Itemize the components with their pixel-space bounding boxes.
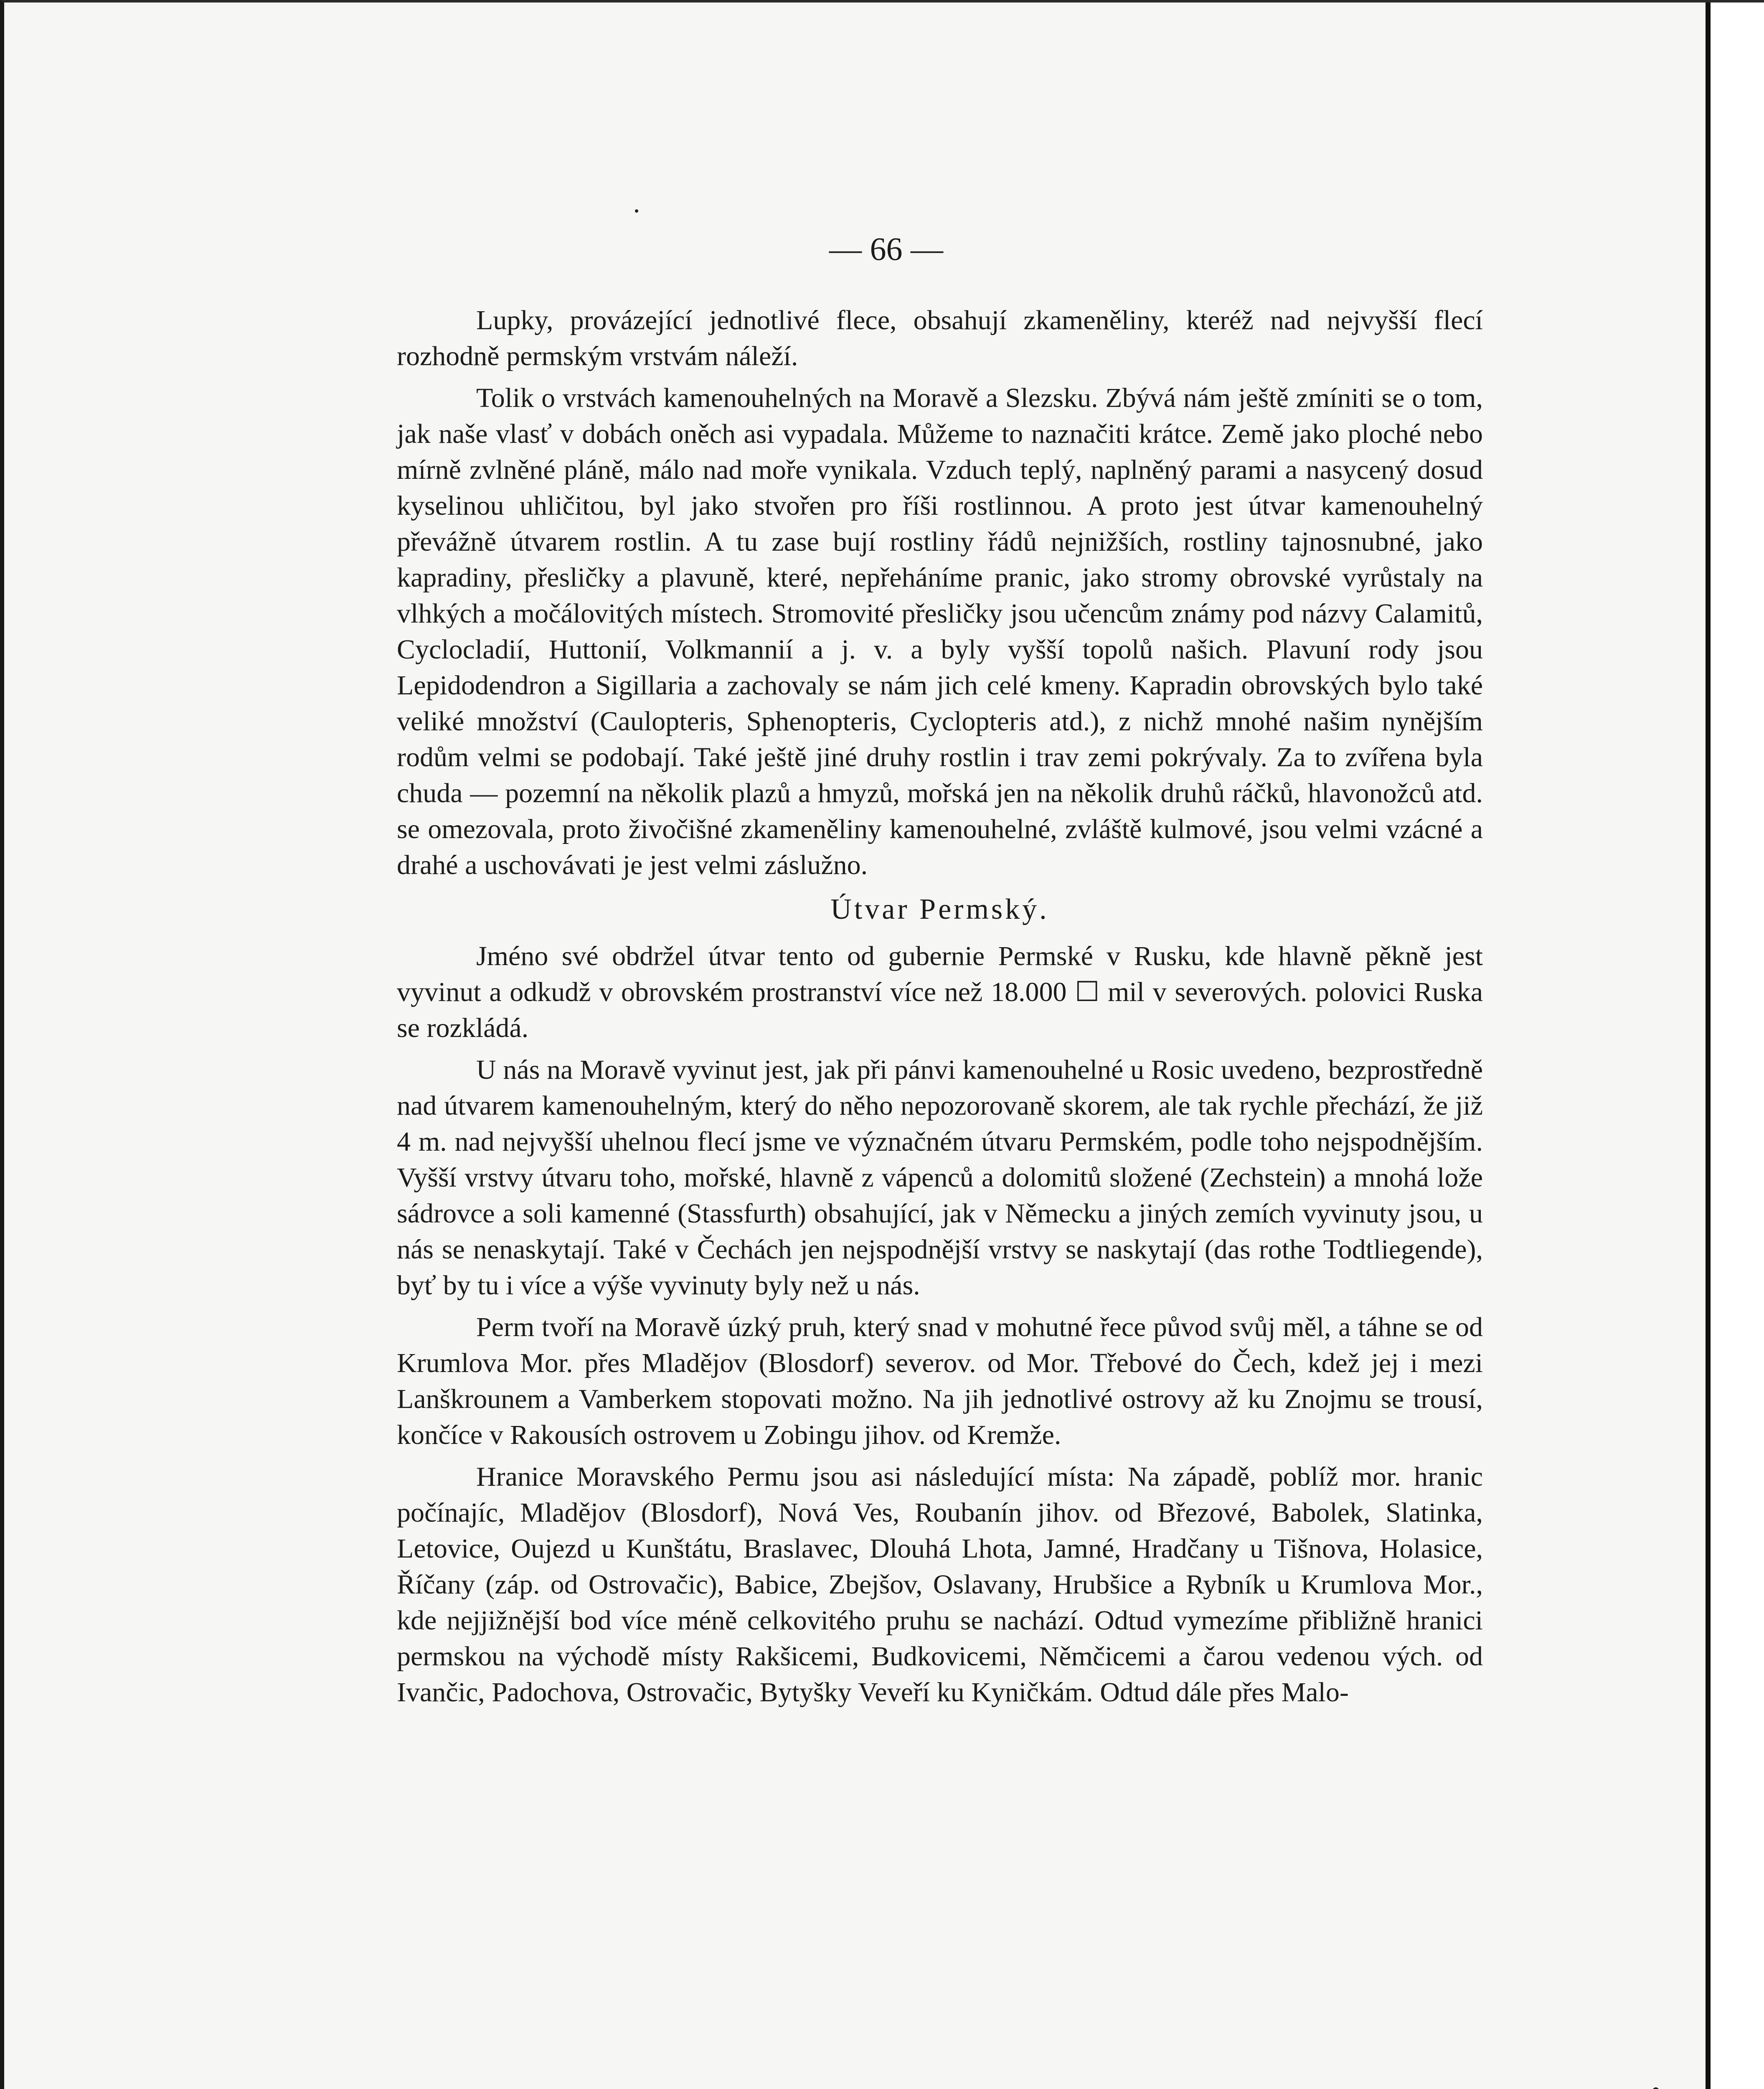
page-number: — 66 — [829, 231, 943, 267]
paragraph-1: Lupky, provázející jednotlivé flece, obsahují zkameněliny, kteréž nad nejvyšší flecí rozhodně permským vrstvám náleží. [397, 305, 1483, 371]
section-heading: Útvar Permský. [830, 893, 1049, 925]
scan-speck [1652, 2087, 1660, 2089]
paragraph-4: U nás na Moravě vyvinut jest, jak při pánvi kamenouhelné u Rosic uvedeno, bezprostředně nad útvarem kamenouhelným, který do něho nepozorovaně skorem, ale tak rychle přechází, že již 4 m. nad nejvyšší uhelnou flecí jsme ve význačném útvaru Permském, podle toho nejspodnějším. Vyšší vrstvy útvaru toho, mořské, hlavně z vápenců a dolomitů složené (Zechstein) a mnohá lože sádrovce a soli kamenné (Stassfurth) obsahující, jak v Německu a jiných zemích vyvinuty jsou, u nás se nenaskytají. Také v Čechách jen nejspodnější vrstvy se naskytají (das rothe Todtliegende), byť by tu i více a výše vyvinuty byly než u nás. [397, 1055, 1483, 1301]
scan-right-edge [1706, 3, 1764, 2089]
paragraph-5: Perm tvoří na Moravě úzký pruh, který snad v mohutné řece původ svůj měl, a táhne se od Krumlova Mor. přes Mladějov (Blosdorf) severov. od Mor. Třebové do Čech, kdež jej i mezi Lanškrounem a Vamberkem stopovati možno. Na jih jednotlivé ostrovy až ku Znojmu se trousí, končíce v Rakousích ostrovem u Zobingu jihov. od Kremže. [397, 1312, 1483, 1450]
scan-speck [635, 209, 638, 213]
paragraph-2: Tolik o vrstvách kamenouhelných na Moravě a Slezsku. Zbývá nám ještě zmíniti se o tom, jak naše vlasť v dobách oněch asi vypadala. Můžeme to naznačiti krátce. Země jako ploché nebo mírně zvlněné pláně, málo nad moře vynikala. Vzduch teplý, naplněný parami a nasycený dosud kyselinou uhličitou, byl jako stvořen pro říši rostlinnou. A proto jest útvar kamenouhelný převážně útvarem rostlin. A tu zase bují rostliny řádů nejnižších, rostliny tajnosnubné, jako kapradiny, přesličky a plavuně, které, nepřeháníme pranic, jako stromy obrovské vyrůstaly na vlhkých a močálovitých místech. Stromovité přesličky jsou učencům známy pod názvy Calamitů, Cyclocladií, Huttonií, Volkmannií a j. v. a byly vyšší topolů našich. Plavuní rody jsou Lepidodendron a Sigillaria a zachovaly se nám jich celé kmeny. Kapradin obrovských bylo také veliké množství (Caulopteris, Sphenopteris, Cyclopteris atd.), z nichž mnohé našim nynějším rodům velmi se podobají. Také ještě jiné druhy rostlin i trav zemi pokrývaly. Za to zvířena byla chuda — pozemní na několik plazů a hmyzů, mořská jen na několik druhů ráčků, hlavonožců atd. se omezovala, proto živočišné zkameněliny kamenouhelné, zvláště kulmové, jsou velmi vzácné a drahé a uschovávati je jest velmi záslužno. [397, 383, 1483, 880]
paragraph-3: Jméno své obdržel útvar tento od gubernie Permské v Rusku, kde hlavně pěkně jest vyvinut a odkudž v obrovském prostranství více než 18.000 ☐ mil v severových. polovici Ruska se rozkládá. [397, 941, 1483, 1043]
paragraph-6: Hranice Moravského Permu jsou asi následující místa: Na západě, poblíž mor. hranic počínajíc, Mladějov (Blosdorf), Nová Ves, Roubanín jihov. od Březové, Babolek, Slatinka, Letovice, Oujezd u Kunštátu, Braslavec, Dlouhá Lhota, Jamné, Hradčany u Tišnova, Holasice, Říčany (záp. od Ostrovačic), Babice, Zbejšov, Oslavany, Hrubšice a Rybník u Krumlova Mor., kde nejjižnější bod více méně celkovitého pruhu se nachází. Odtud vymezíme přibližně hranici permskou na východě místy Rakšicemi, Budkovicemi, Němčicemi a čarou vedenou vých. od Ivančic, Padochova, Ostrovačic, Bytyšky Veveří ku Kyničkám. Odtud dále přes Malo- [397, 1461, 1483, 1708]
body-text [397, 302, 1483, 1716]
